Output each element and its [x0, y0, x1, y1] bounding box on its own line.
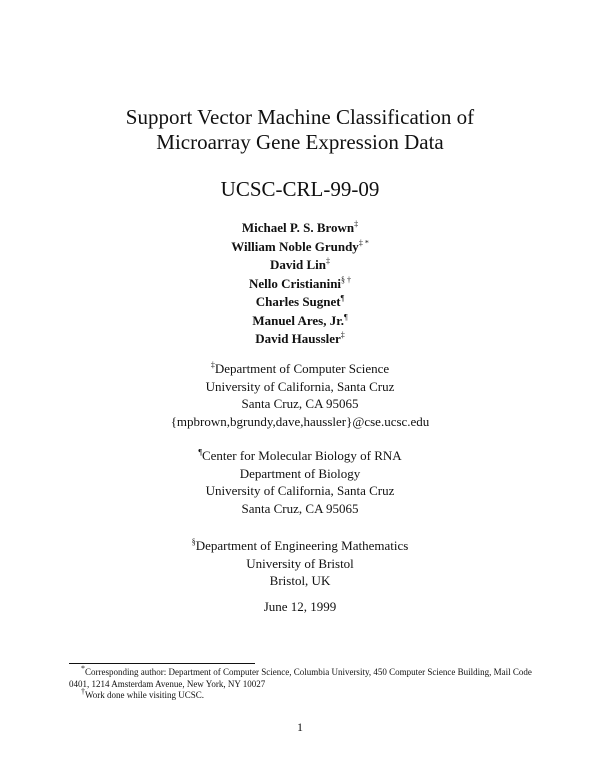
affiliation-mark: ‡ [210, 360, 215, 370]
author-marks: ¶ [340, 293, 345, 303]
affiliation-mark: § [191, 537, 196, 547]
affiliation-computer-science [0, 360, 600, 430]
affiliation-line: Bristol, UK [269, 573, 331, 588]
author-marks: ‡ [340, 330, 345, 340]
affiliation-line: University of Bristol [246, 555, 354, 571]
footnote-mark: † [81, 687, 85, 696]
author-marks: ‡ [326, 256, 330, 266]
author [0, 275, 600, 294]
author-marks: ‡ [354, 219, 359, 229]
affiliation-line: University of California, Santa Cruz [205, 378, 395, 394]
author-name: David Lin [270, 257, 326, 272]
affiliation-email: {mpbrown,bgrundy,dave,haussler}@cse.ucsc.edu [170, 413, 430, 429]
author [0, 330, 600, 349]
author-name: William Noble Grundy [231, 238, 359, 254]
affiliation-line: Department of Computer Science [214, 361, 390, 376]
author [0, 238, 600, 257]
author-name: Michael P. S. Brown [241, 220, 355, 235]
author-marks: ‡ * [358, 238, 369, 248]
author [0, 312, 600, 331]
author [0, 256, 600, 275]
affiliation-line: Department of Biology [239, 465, 361, 481]
paper-title [0, 105, 600, 155]
title-line-1: Support Vector Machine Classification of [125, 105, 475, 129]
author [0, 219, 600, 238]
author-name: Charles Sugnet [255, 294, 341, 309]
footnote-divider [69, 663, 255, 664]
author-name: Manuel Ares, Jr. [252, 312, 345, 328]
author-name: Nello Cristianini [248, 275, 342, 291]
footnotes [69, 664, 539, 702]
footnote [69, 664, 539, 690]
affiliation-molecular-biology [0, 447, 600, 517]
footnote [69, 687, 539, 702]
author [0, 293, 600, 312]
affiliation-mark: ¶ [198, 447, 202, 457]
affiliation-engineering-math [0, 537, 600, 590]
affiliation-line: Department of Engineering Mathematics [195, 538, 409, 553]
affiliation-line: Santa Cruz, CA 95065 [241, 500, 359, 516]
author-list [0, 219, 600, 349]
footnote-text: Work done while visiting UCSC. [85, 690, 205, 700]
page-number: 1 [297, 720, 303, 734]
affiliation-line: Santa Cruz, CA 95065 [241, 396, 359, 411]
footnote-mark: * [81, 664, 85, 673]
footnote-text: Corresponding author: Department of Computer Science, Columbia University, 450 Computer Science Building, Mail Code 0401, 1214 Amsterdam Avenue, New York, NY 10027 [69, 667, 532, 689]
author-marks: § † [341, 275, 352, 285]
title-line-2: Microarray Gene Expression Data [156, 130, 444, 154]
author-marks: ¶ [344, 312, 348, 322]
author-name: David Haussler [255, 331, 341, 346]
affiliation-line: Center for Molecular Biology of RNA [201, 448, 402, 463]
report-number: UCSC-CRL-99-09 [220, 177, 380, 201]
paper-date: June 12, 1999 [263, 599, 337, 614]
affiliation-line: University of California, Santa Cruz [205, 483, 395, 498]
